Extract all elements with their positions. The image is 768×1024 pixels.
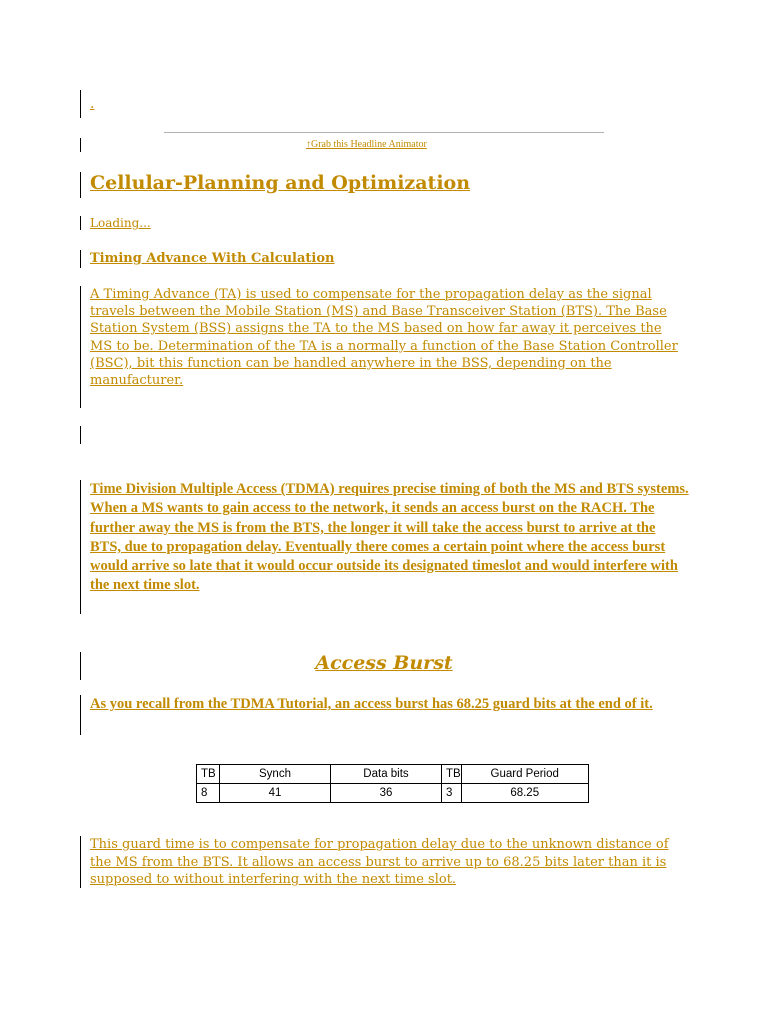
margin-bar (80, 90, 81, 118)
table-cell: 3 (442, 784, 462, 803)
grab-headline-animator-link[interactable]: ↑Grab this Headline Animator (306, 139, 427, 150)
access-burst-heading[interactable]: Access Burst (315, 652, 453, 674)
table-header-cell: Synch (220, 765, 331, 784)
access-burst-paragraph[interactable]: As you recall from the TDMA Tutorial, an access burst has 68.25 guard bits at the end of it. (90, 696, 653, 712)
timing-advance-paragraph[interactable]: A Timing Advance (TA) is used to compensate for the propagation delay as the signal travels between the Mobile Station (MS) and Base Transceiver Station (BTS). The Base Station System (BSS) assigns the TA to the MS based on how far away it perceives the MS to be. Determination of the TA is a normally a function of the Base Station Controller (BSC), bit this function can be handled anywhere in the BSS, depending on the manufacturer. (90, 287, 678, 389)
table-header-row (197, 765, 589, 784)
divider (164, 132, 604, 133)
table-cell: 8 (197, 784, 220, 803)
table-cell: 68.25 (461, 784, 588, 803)
tdma-paragraph[interactable]: Time Division Multiple Access (TDMA) requires precise timing of both the MS and BTS systems. When a MS wants to gain access to the network, it sends an access burst on the RACH. The further away the MS is from the BTS, the longer it will take the access burst to arrive at the BTS, due to propagation delay. Eventually there comes a certain point where the access burst would arrive so late that it would occur outside its designated timeslot and would interfere with the next time slot. (90, 481, 689, 594)
margin-bar (80, 216, 81, 230)
table-header-cell: TB (442, 765, 462, 784)
table-header-cell: TB (197, 765, 220, 784)
margin-bar (80, 172, 81, 198)
page-title[interactable]: Cellular-Planning and Optimization (90, 172, 471, 194)
table-cell: 36 (331, 784, 442, 803)
table-header-cell: Data bits (331, 765, 442, 784)
table-header-cell: Guard Period (461, 765, 588, 784)
margin-bar (80, 250, 81, 268)
section-title[interactable]: Timing Advance With Calculation (90, 251, 335, 266)
margin-bar (80, 286, 81, 408)
margin-bar (80, 426, 81, 444)
margin-bar (80, 695, 81, 735)
loading-link[interactable]: Loading... (90, 216, 151, 230)
table-cell: 41 (220, 784, 331, 803)
access-burst-table (196, 764, 589, 803)
margin-bar (80, 138, 81, 152)
dot-link[interactable]: . (90, 96, 95, 112)
margin-bar (80, 836, 81, 888)
guard-time-paragraph[interactable]: This guard time is to compensate for propagation delay due to the unknown distance of the MS from the BTS. It allows an access burst to arrive up to 68.25 bits later than it is supposed to without interfering with the next time slot. (90, 837, 669, 887)
margin-bar (80, 480, 81, 614)
table-row (197, 784, 589, 803)
